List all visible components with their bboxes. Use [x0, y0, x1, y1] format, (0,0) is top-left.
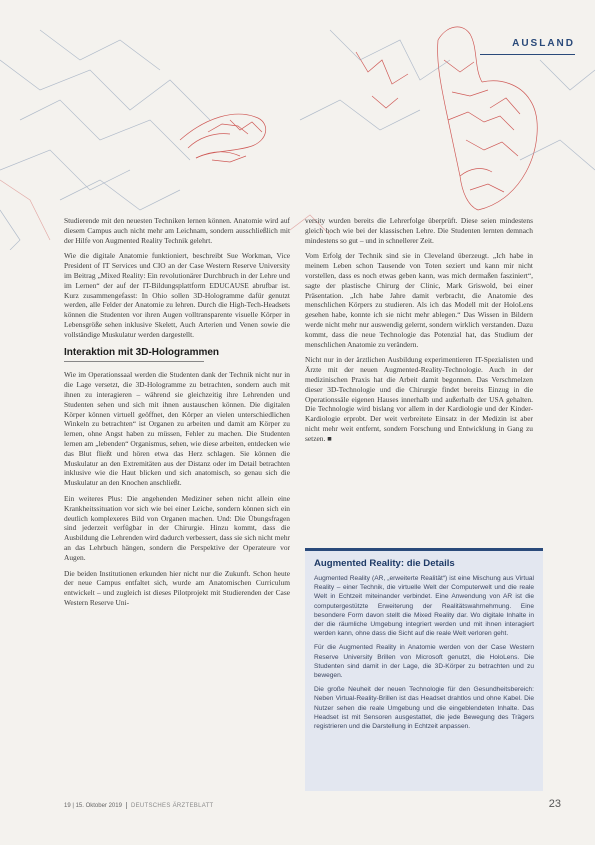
subheading: Interaktion mit 3D-Hologrammen: [64, 346, 220, 358]
end-mark: ■: [327, 433, 332, 443]
page-number: 23: [548, 798, 561, 810]
paragraph: Studierende mit den neuesten Techniken lernen können. Anatomie wird auf diesem Campus auch nicht mehr am Leichnam, sondern ausschließlich mit der Hilfe von Augmented Reality Technik gelehrt.: [64, 216, 290, 245]
paragraph: Wie die digitale Anatomie funktioniert, beschreibt Sue Workman, Vice President of IT Services und CIO an der Case Western Reserve University im Beitrag „Mixed Reality: Ein revolutionärer Durchbruch in der Lehre und im Lernen“ der auf der IT-Bildungsplattform EDUCAUSE abrufbar ist. Kurz zusammengefasst: In Ohio sollen 3D-Hologramme dafür genutzt werden, alle Felder der Anatomie zu lehren. Durch die High-Tech-Headsets können die Studenten vor ihren Augen volltransparente visuelle Körper in Lebensgröße sehen inklusive Skelett, Auch Arterien und Venen sowie die vollständige Muskulatur werden dargestellt.: [64, 251, 290, 339]
paragraph: Ein weiteres Plus: Die angehenden Mediziner sehen nicht allein eine Krankheitssituation vor sich wie bei einer Leiche, sondern können sich ein deutlich komplexeres Bild von Organen machen. Und: Die Übungsfragen sind jederzeit verfügbar in der Chirurgie. Hinzu kommt, dass die Ausbildung die Lehrenden wird dadurch verbessert, dass sie sich nicht mehr an das Lehrbuch hängen, sondern die Perspektive der Operateure vor Augen.: [64, 493, 290, 562]
left-column: [64, 216, 290, 614]
holographic-hands-illustration: [0, 0, 595, 250]
subheading-rule: [64, 361, 204, 362]
paragraph: versity wurden bereits die Lehrerfolge überprüft. Diese seien mindestens gleich hoch wie bei der klassischen Lehre. Die Studenten lernten demnach mindestens so gut – und in schnellerer Zeit.: [305, 216, 533, 245]
info-box-paragraph: Für die Augmented Reality in Anatomie werden von der Case Western Reserve University Brillen von Microsoft genutzt, die HoloLens. Die Studenten sind damit in der Lage, die 3D-Körper zu betrachten und zu bewegen.: [314, 644, 534, 680]
paragraph: [305, 355, 533, 443]
paragraph: Vom Erfolg der Technik sind sie in Cleveland überzeugt. „Ich habe in meinem Leben schon Tausende von Toten seziert und kann mir nicht vorstellen, dass es noch etwas geben kann, was mich dermaßen fasziniert“, sagte der plastische Chirurg der Clinic, Mark Griswold, bei einer Präsentation. „Ich habe Jahre damit verbracht, die Anatomie des menschlichen Körpers zu studieren. Als ich das Modell mit der HoloLens gesehen habe, konnte ich sie nicht mehr ablegen.“ Das Wissen in Bildern werde nicht mehr nur auswendig gelernt, sondern wirklich verstanden. Dazu kommt, dass die neue Technologie das Potenzial hat, das Studium der menschlichen Anatomie zu verändern.: [305, 251, 533, 349]
footer-divider: [126, 802, 127, 809]
info-box-paragraph: Die große Neuheit der neuen Technologie für den Gesundheitsbereich: Neben Virtual-Reality-Brillen ist das Headset drahtlos und ohne Kabel. Die Nutzer sehen die reale Umgebung und die eingeblendeten Inhalte. Das Headset ist mit Sensoren ausgestattet, die jede Bewegung des Trägers registrieren und die Darstellung in Echtzeit anpassen.: [314, 686, 534, 731]
info-box-body: [305, 574, 543, 731]
issue-date: 19 | 15. Oktober 2019: [64, 803, 122, 810]
info-box-paragraph: Augmented Reality (AR, „erweiterte Realität“) ist eine Mischung aus Virtual Reality – einer Technik, die virtuelle Welt der Computerwelt und die reale Welt in Echtzeit miteinander verbindet. Eine Anwendung von AR ist die computergestützte Erweiterung der Realitätswahrnehmung. Eine besondere Form davon stellt die Mixed Reality dar. Wo digitale Inhalte in der die räumliche Umgebung integriert werden und mit ihnen interagiert werden kann, ohne dass die Sicht auf die reale Welt verloren geht.: [314, 575, 534, 638]
publication-name: DEUTSCHES ÄRZTEBLATT: [130, 803, 214, 810]
paragraph: Die beiden Institutionen erkunden hier nicht nur die Zukunft. Schon heute der neue Campus entfaltet sich, wurde am Anatomischen Curriculum entwickelt – und zugleich ist dieses Pilotprojekt mit Studierenden der Case Western Reserve Uni-: [64, 568, 290, 607]
info-box-title: Augmented Reality: die Details: [314, 558, 455, 569]
info-box: [305, 548, 543, 791]
section-label: AUSLAND: [512, 38, 575, 49]
section-rule: [480, 54, 575, 55]
paragraph-text: Nicht nur in der ärztlichen Ausbildung experimentieren IT-Spezialisten und Ärzte mit der neuen Augmented-Reality-Technologie. Auch in der medizinischen Praxis hat die Arbeit damit begonnen. Das Verschmelzen dieser 3D-Technologie und die Chirurgie findet bereits Einzug in die Operationssäle eigenen Hauses innerhalb und außerhalb der USA gehalten. Die Technologie wird bislang vor allem in der Kardiologie und der Kinder-Kardiologie erprobt. Der weit verbreitete Einsatz in der Medizin ist aber nicht mehr weit entfernt, sondern Forschung und Entwicklung in Gang zu setzen.: [305, 355, 533, 443]
paragraph: Wie im Operationssaal werden die Studenten dank der Technik nicht nur in die Lage versetzt, die 3D-Hologramme zu betrachten, sondern auch mit ihnen zu interagieren – während sie gleichzeitig ihre Lehrenden und Studenten sehen und sich mit ihnen austauschen können. Die digitalen Körper können virtuell geöffnet, den Körper an vielen unterschiedlichen Winkeln zu betrachten“ ist Organen zu arbeiten und damit am Körper zu lernen, ohne Angst haben zu müssen, Fehler zu machen. Die Studenten lernen am „lebenden“ Organismus, sehen, wie diese arbeiten, entdecken wie das Blut fließt und hören etwa das Herz schlagen. Sie können die Muskulatur an den Extremitäten aus der Distanz oder im Detail betrachten inklusive wie die Haut blicken und sich anatomisch, so genau sich die Muskulatur an den Knochen anschließt.: [64, 370, 290, 488]
footer-issue-line: [64, 802, 214, 809]
right-column: [305, 216, 533, 450]
